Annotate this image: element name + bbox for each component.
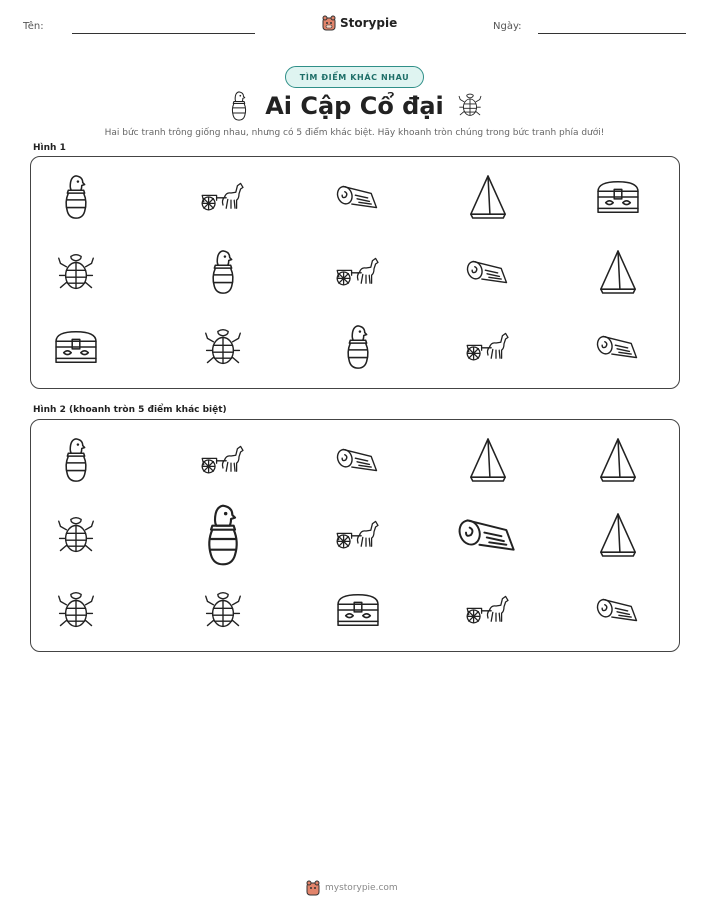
- canopic-jar-icon: [208, 248, 238, 296]
- scene-cell[interactable]: [448, 500, 528, 570]
- scene-cell[interactable]: [448, 237, 528, 307]
- storypie-mascot-icon: [322, 15, 336, 31]
- pyramid-icon: [467, 436, 509, 484]
- canopic-jar-icon: [61, 436, 91, 484]
- chariot-icon: [334, 518, 382, 552]
- scene-cell[interactable]: [578, 312, 658, 382]
- canopic-jar-icon: [61, 173, 91, 221]
- picture2-label: Hình 2 (khoanh tròn 5 điểm khác biệt): [33, 405, 227, 415]
- chariot-icon: [464, 593, 512, 627]
- date-label: Ngày:: [493, 21, 522, 32]
- scene-cell[interactable]: [318, 312, 398, 382]
- scene-cell[interactable]: [448, 425, 528, 495]
- scene-cell[interactable]: [183, 425, 263, 495]
- treasure-chest-icon: [334, 591, 382, 629]
- chariot-icon: [334, 255, 382, 289]
- pyramid-icon: [597, 511, 639, 559]
- scene-cell[interactable]: [36, 575, 116, 645]
- scene-cell[interactable]: [183, 312, 263, 382]
- brand-name: Storypie: [340, 16, 398, 30]
- chariot-icon: [199, 443, 247, 477]
- scene-cell[interactable]: [578, 425, 658, 495]
- scroll-icon: [596, 331, 640, 363]
- scene-cell[interactable]: [36, 162, 116, 232]
- canopic-jar-icon: [203, 501, 243, 569]
- pyramid-icon: [597, 248, 639, 296]
- picture1-label: Hình 1: [33, 143, 66, 153]
- scroll-icon: [336, 444, 380, 476]
- scene-cell[interactable]: [578, 162, 658, 232]
- storypie-mascot-icon: [306, 880, 320, 896]
- name-line[interactable]: [72, 33, 255, 34]
- scene-cell[interactable]: [318, 162, 398, 232]
- scene-cell[interactable]: [578, 500, 658, 570]
- scene-cell[interactable]: [183, 575, 263, 645]
- chariot-icon: [464, 330, 512, 364]
- canopic-jar-icon: [228, 90, 250, 122]
- scene-cell[interactable]: [183, 500, 263, 570]
- scene-cell[interactable]: [36, 425, 116, 495]
- page-title: Ai Cập Cổ đại: [265, 92, 444, 120]
- scene-cell[interactable]: [448, 312, 528, 382]
- date-line[interactable]: [538, 33, 686, 34]
- footer: [306, 880, 398, 896]
- scarab-icon: [204, 588, 242, 632]
- scene-cell[interactable]: [448, 575, 528, 645]
- scene-cell[interactable]: [578, 575, 658, 645]
- scroll-icon: [457, 513, 519, 557]
- scroll-icon: [336, 181, 380, 213]
- picture2-panel[interactable]: [30, 419, 680, 652]
- chariot-icon: [199, 180, 247, 214]
- picture1-panel[interactable]: [30, 156, 680, 389]
- treasure-chest-icon: [594, 178, 642, 216]
- scarab-icon: [57, 513, 95, 557]
- scarab-icon: [204, 325, 242, 369]
- scene-cell[interactable]: [318, 237, 398, 307]
- pyramid-icon: [467, 173, 509, 221]
- scene-cell[interactable]: [36, 237, 116, 307]
- scene-cell[interactable]: [318, 500, 398, 570]
- scene-cell[interactable]: [183, 237, 263, 307]
- scene-cell[interactable]: [448, 162, 528, 232]
- scarab-icon: [458, 90, 482, 124]
- worksheet-type-badge: TÌM ĐIỂM KHÁC NHAU: [285, 66, 424, 88]
- scene-cell[interactable]: [36, 500, 116, 570]
- footer-site[interactable]: mystorypie.com: [325, 883, 398, 893]
- scene-cell[interactable]: [36, 312, 116, 382]
- scarab-icon: [57, 250, 95, 294]
- instructions: Hai bức tranh trông giống nhau, nhưng có 5 điểm khác biệt. Hãy khoanh tròn chúng trong bức tranh phía dưới!: [104, 128, 605, 138]
- name-label: Tên:: [23, 21, 44, 32]
- treasure-chest-icon: [52, 328, 100, 366]
- scroll-icon: [596, 594, 640, 626]
- canopic-jar-icon: [343, 323, 373, 371]
- scarab-icon: [458, 90, 482, 120]
- scene-cell[interactable]: [183, 162, 263, 232]
- scene-cell[interactable]: [578, 237, 658, 307]
- scarab-icon: [57, 588, 95, 632]
- scene-cell[interactable]: [318, 425, 398, 495]
- scroll-icon: [466, 256, 510, 288]
- canopic-jar-icon: [228, 90, 250, 126]
- storypie-logo: [322, 13, 397, 33]
- pyramid-icon: [597, 436, 639, 484]
- scene-cell[interactable]: [318, 575, 398, 645]
